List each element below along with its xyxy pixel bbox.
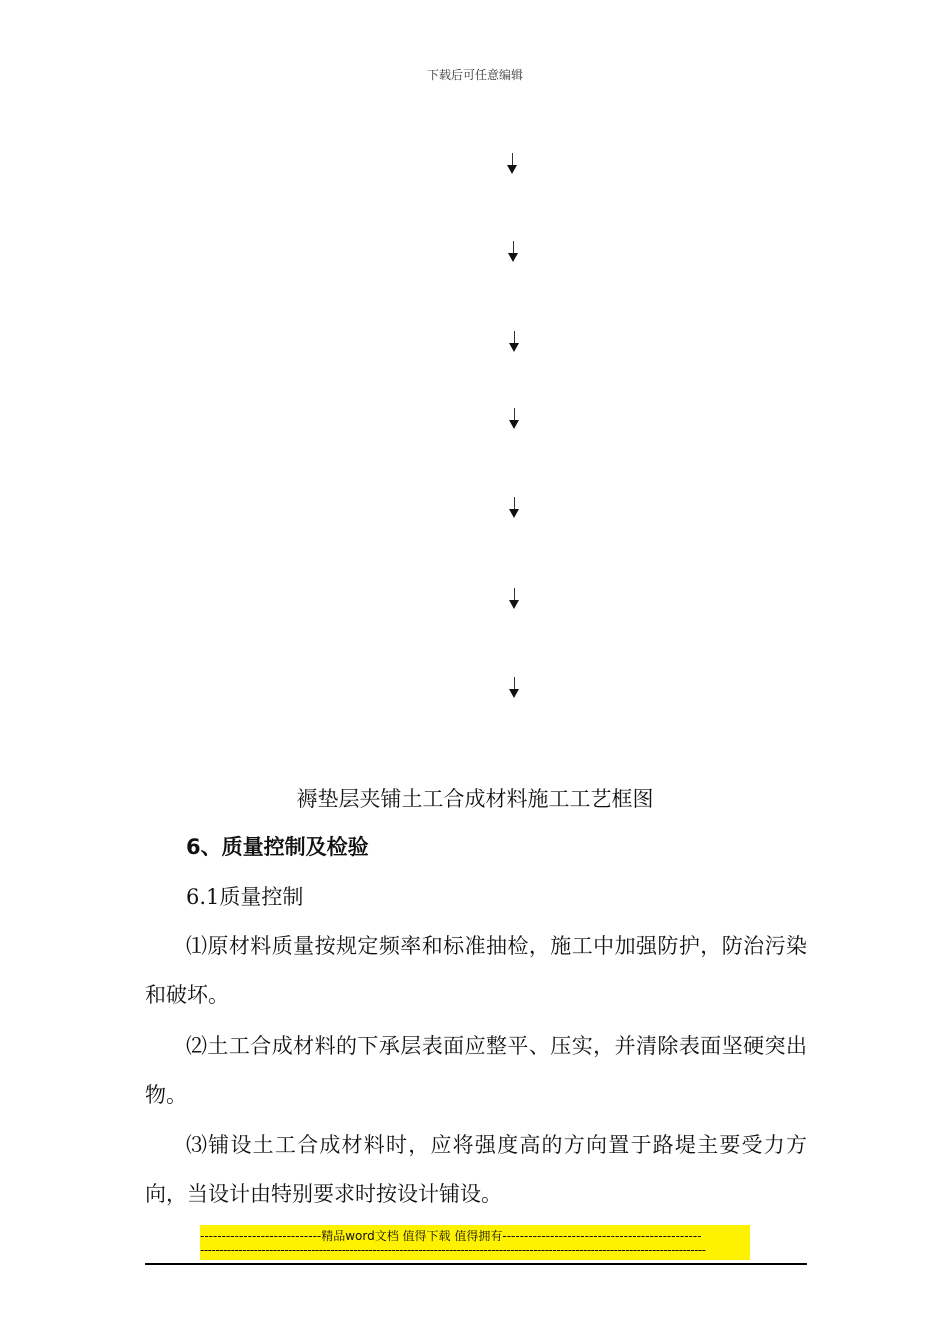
flow-arrow-down-icon <box>509 497 521 519</box>
flow-arrow-down-icon <box>509 331 521 353</box>
flow-arrow-down-icon <box>509 408 521 430</box>
flow-arrow-down-icon <box>507 153 519 175</box>
paragraph-3: ⑶铺设土工合成材料时，应将强度高的方向置于路堤主要受力方向，当设计由特别要求时按设计铺设。 <box>145 1133 807 1206</box>
footer-banner <box>200 1225 750 1260</box>
flowchart-caption: 褥垫层夹铺土工合成材料施工工艺框图 <box>296 787 654 811</box>
section-heading: 6、质量控制及检验 <box>186 835 369 859</box>
footer-divider <box>145 1263 807 1265</box>
paragraph-1: ⑴原材料质量按规定频率和标准抽检，施工中加强防护，防治污染和破坏。 <box>145 934 807 1007</box>
subsection-heading: 6.1质量控制 <box>186 885 304 909</box>
footer-banner-line-1: ----------------------------精品word文档 值得下载 值得拥有---------------------------------------------- <box>200 1229 702 1243</box>
flow-arrow-down-icon <box>509 677 521 699</box>
flow-arrow-down-icon <box>509 588 521 610</box>
page-header: 下载后可任意编辑 <box>426 68 523 82</box>
paragraph-2: ⑵土工合成材料的下承层表面应整平、压实，并清除表面坚硬突出物。 <box>145 1034 807 1107</box>
flow-arrow-down-icon <box>508 241 520 263</box>
footer-banner-line-2: ------------------------------------------------------------------------------------------------------------------------------------ <box>200 1243 706 1257</box>
